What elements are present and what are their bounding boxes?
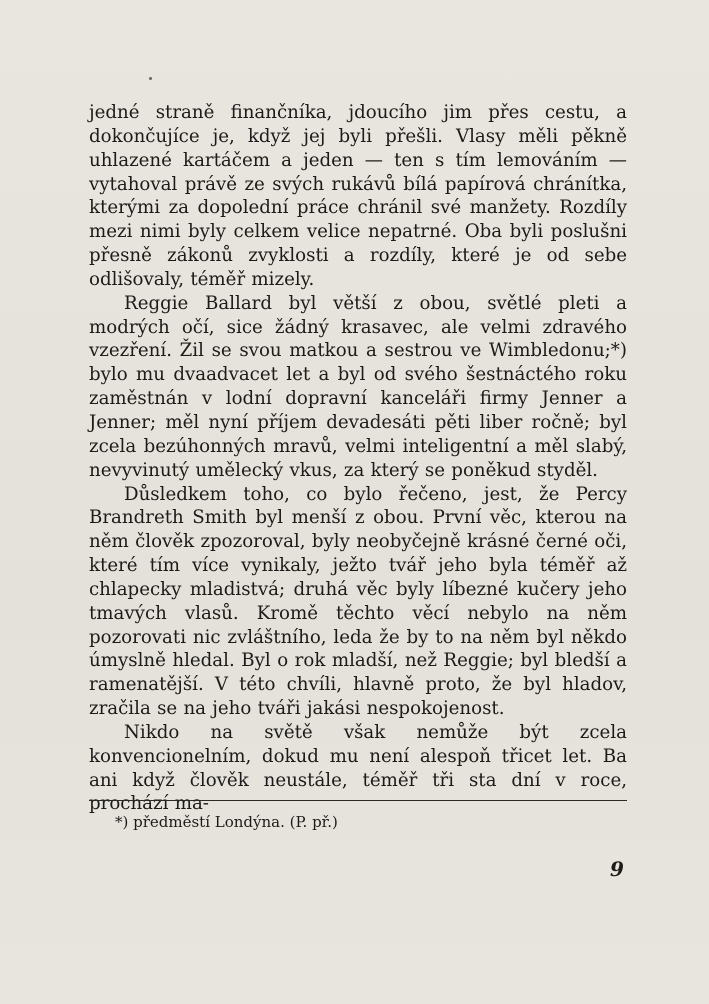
- page-number: 9: [610, 857, 624, 881]
- paragraph-1: jedné straně finančníka, jdoucího jim přes cestu, a dokončujíce je, když jej byli přešli. Vlasy měli pěkně uhlazené kartáčem a jeden — ten s tím lemováním — vytahoval právě ze svých rukávů bílá papírová chránítka, kterými za dopolední práce chránil své manžety. Rozdíly mezi nimi byly celkem velice nepatrné. Oba byli poslušni přesně zákonů zvyklosti a rozdíly, které je od sebe odlišovaly, téměř mizely.: [89, 102, 627, 290]
- paragraph-3: Důsledkem toho, co bylo řečeno, jest, že Percy Brandreth Smith byl menší z obou. První věc, kterou na něm člověk zpozoroval, byly neobyčejně krásné černé oči, které tím více vynikaly, ježto tvář jeho byla téměř až chlapecky mladistvá; druhá věc byly líbezné kučery jeho tmavých vlasů. Kromě těchto věcí nebylo na něm pozorovati nic zvláštního, leda že by to na něm byl někdo úmyslně hledal. Byl o rok mladší, než Reggie; byl bledší a ramenatější. V této chvíli, hlavně proto, že byl hladov, zračila se na jeho tváři jakási nespokojenost.: [89, 483, 627, 720]
- footnote-divider: [89, 800, 627, 801]
- paragraph-4: Nikdo na světě však nemůže být zcela konvencionelním, dokud mu není alespoň třicet let. Ba ani když člověk neustále, téměř tři sta dní v roce, prochází ma-: [89, 721, 627, 815]
- paragraph-2: Reggie Ballard byl větší z obou, světlé pleti a modrých očí, sice žádný krasavec, ale velmi zdravého vzezření. Žil se svou matkou a sestrou ve Wimbledonu;*) bylo mu dvaadvacet let a byl od svého šestnáctého roku zaměstnán v lodní dopravní kanceláři firmy Jenner a Jenner; měl nyní příjem devadesáti pěti liber ročně; byl zcela bezúhonných mravů, velmi inteligentní a měl slabý, nevyvinutý umělecký vkus, za který se poněkud styděl.: [89, 292, 627, 481]
- body-text: [89, 101, 627, 816]
- paper-speck: [149, 77, 152, 80]
- footnote: *) předměstí Londýna. (P. př.): [115, 813, 338, 831]
